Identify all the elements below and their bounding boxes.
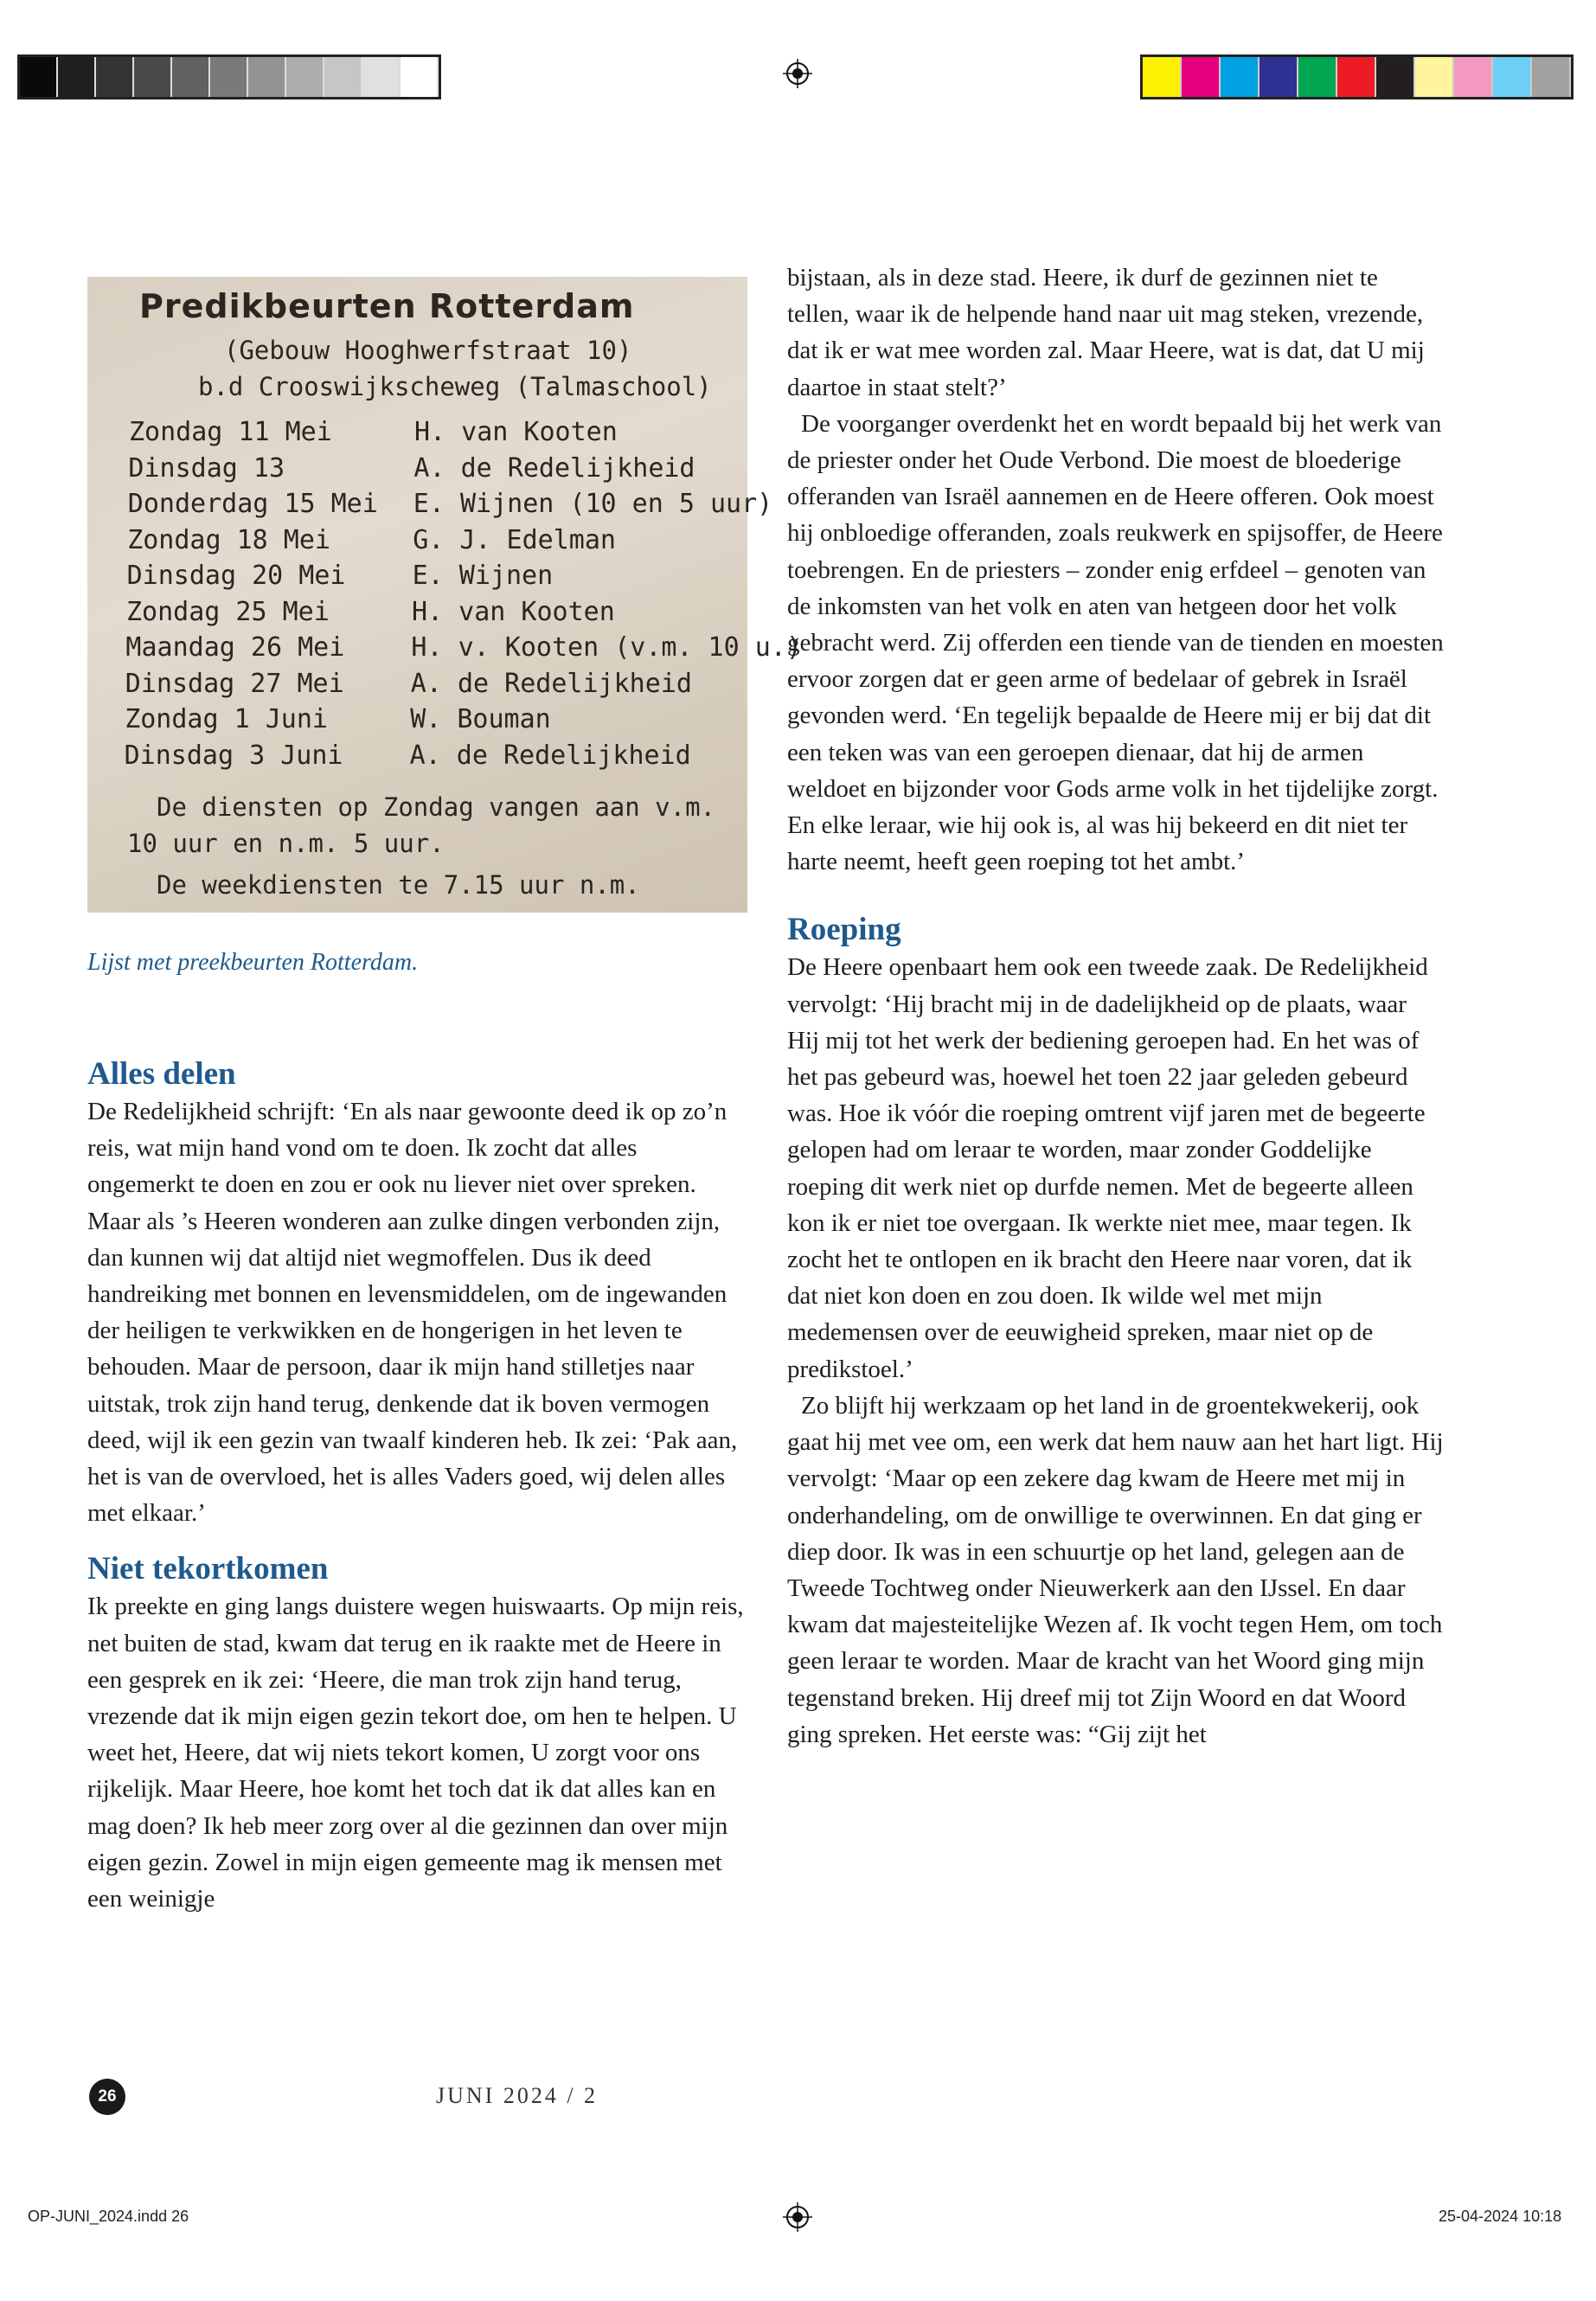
- schedule-preacher: H. van Kooten: [414, 417, 618, 447]
- photo-caption: Lijst met preekbeurten Rotterdam.: [87, 949, 419, 976]
- schedule-row: [127, 525, 733, 561]
- schedule-preacher: A. de Redelijkheid: [409, 740, 691, 771]
- schedule-row: [125, 632, 802, 668]
- process-color-bar: [1140, 54, 1574, 99]
- schedule-preacher: A. de Redelijkheid: [410, 668, 692, 699]
- color-swatch: [1454, 57, 1493, 97]
- color-swatch: [1259, 57, 1298, 97]
- heading-niet-tekortkomen: Niet tekortkomen: [87, 1551, 329, 1587]
- schedule-date: Zondag 11 Mei: [129, 417, 332, 447]
- schedule-date: Dinsdag 27 Mei: [125, 668, 344, 699]
- page-number-badge: 26: [89, 2079, 125, 2115]
- color-swatch: [1298, 57, 1337, 97]
- schedule-preacher: W. Bouman: [410, 704, 551, 734]
- color-swatch: [1221, 57, 1259, 97]
- clipping-note-sunday: De diensten op Zondag vangen aan v.m.: [157, 792, 716, 822]
- color-swatch: [20, 57, 58, 97]
- color-swatch: [1143, 57, 1182, 97]
- color-swatch: [1493, 57, 1532, 97]
- grayscale-color-bar: [17, 54, 441, 99]
- color-swatch: [134, 57, 172, 97]
- schedule-row: [129, 417, 734, 452]
- heading-alles-delen: Alles delen: [87, 1056, 236, 1092]
- color-swatch: [1182, 57, 1221, 97]
- paragraph-continued: bijstaan, als in deze stad. Heere, ik durf de gezinnen niet te tellen, waar ik de helpende hand naar uit mag steken, vrezende, dat ik er wat mee worden zal. Maar Heere, wat is dat, dat U mij daartoe in staat stelt?’: [787, 264, 1425, 401]
- paragraph-priester: De voorganger overdenkt het en wordt bepaald bij het werk van de priester onder het Oude Verbond. Die moest de bloederige offeranden van Israël aannemen en de Heere offeren. Ook moest hij onbloedige offeranden, zoals reukwerk en spijsoffer, de Heere toebrengen. En de priesters – zonder enig erfdeel – genoten van de inkomsten van het volk en aten van hetgeen door het volk gebracht werd. Zij offerden een tiende van de tienden en moesten ervoor zorgen dat er geen arme of bedelaar of gebrek in Israël gevonden werd. ‘En tegelijk bepaalde de Heere mij er bij dat dit een teken was van een geroepen dienaar, dat hij de armen weldoet en bijzonder voor Gods arme volk in het tijdelijke zorgt. En elke leraar, wie hij ook is, al was hij bekeerd en dit niet ter harte neemt, heeft geen roeping tot het ambt.’: [787, 409, 1444, 876]
- registration-mark-icon: [783, 59, 812, 88]
- paragraph-groentekwekerij: Zo blijft hij werkzaam op het land in de groentekwekerij, ook gaat hij met vee om, een werk dat hem nauw aan het hart ligt. Hij vervolgt: ‘Maar op een zekere dag kwam de Heere met mij in onderhandeling, om de onwillige te overwinnen. En dat ging er diep door. Ik was in een schuurtje op het land, gelegen aan de Tweede Tochtweg onder Nieuwerkerk aan den IJssel. En daar kwam dat majesteitelijke Wezen af. Ik vocht tegen Hem, om toch geen leraar te worden. Maar de kracht van het Woord ging mijn tegenstand breken. Hij dreef mij tot Zijn Woord en dat Woord ging spreken. Het eerste was: “Gij zijt het: [787, 1391, 1444, 1748]
- heading-roeping: Roeping: [787, 912, 901, 948]
- schedule-row: [126, 597, 732, 632]
- schedule-date: Dinsdag 20 Mei: [126, 561, 346, 591]
- issue-label: JUNI 2024 / 2: [436, 2083, 599, 2108]
- schedule-row: [128, 453, 734, 489]
- preekbeurten-clipping-photo: [87, 277, 802, 913]
- schedule-preacher: H. v. Kooten (v.m. 10 u.): [411, 632, 802, 663]
- clipping-title: Predikbeurten Rotterdam: [139, 287, 635, 325]
- clipping-subtitle-address: (Gebouw Hooghwerfstraat 10): [224, 336, 632, 365]
- color-swatch: [210, 57, 248, 97]
- schedule-row: [127, 489, 773, 524]
- schedule-date: Zondag 25 Mei: [126, 596, 330, 627]
- color-swatch: [1337, 57, 1376, 97]
- schedule-row: [125, 669, 731, 704]
- schedule-preacher: E. Wijnen (10 en 5 uur): [413, 489, 773, 519]
- color-swatch: [1532, 57, 1571, 97]
- clipping-note-times: 10 uur en n.m. 5 uur.: [127, 829, 445, 858]
- clipping-note-weekdays: De weekdiensten te 7.15 uur n.m.: [157, 870, 640, 900]
- color-swatch: [248, 57, 286, 97]
- color-swatch: [401, 57, 439, 97]
- schedule-date: Dinsdag 3 Juni: [124, 740, 343, 771]
- color-swatch: [58, 57, 96, 97]
- schedule-row: [125, 740, 730, 776]
- paragraph-roeping: De Heere openbaart hem ook een tweede zaak. De Redelijkheid vervolgt: ‘Hij bracht mij in de dadelijkheid op de plaats, waar Hij mij tot het werk der bediening geroepen had. En het was of het pas gebeurd was, hoewel het toen 22 jaar geleden gebeurd was. Hoe ik vóór die roeping omtrent vijf jaren met de begeerte gelopen had om leraar te worden, maar zonder Goddelijke roeping dit werk niet op durfde nemen. Met de begeerte alleen kon ik er niet toe overgaan. Ik werkte niet mee, maar tegen. Ik zocht het te ontlopen en ik bracht den Heere naar voren, dat ik dat niet kon doen en zou doen. Ik wilde wel met mijn medemensen over de eeuwigheid spreken, maar niet op de predikstoel.’: [787, 953, 1428, 1383]
- color-swatch: [172, 57, 210, 97]
- paragraph-niet-tekortkomen: Ik preekte en ging langs duistere wegen huiswaarts. Op mijn reis, net buiten de stad, kwam dat terug en ik raakte met de Heere in een gesprek en ik zei: ‘Heere, die man trok zijn hand terug, vrezende dat ik mijn eigen gezin tekort doe, om hen te helpen. U weet het, Heere, dat wij niets tekort komen, U zorgt voor ons rijkelijk. Maar Heere, hoe komt het toch dat ik dat alles kan en mag doen? Ik heb meer zorg over al die gezinnen dan over mijn eigen gezin. Zowel in mijn eigen gemeente mag ik mensen met een weinigje: [87, 1593, 744, 1913]
- paragraph-alles-delen: De Redelijkheid schrijft: ‘En als naar gewoonte deed ik op zo’n reis, wat mijn hand vond om te doen. Ik zocht dat alles ongemerkt te doen en zou er ook nu liever niet over spreken. Maar als ’s Heeren wonderen aan zulke dingen verbonden zijn, dan kunnen wij dat altijd niet wegmoffelen. Dus ik deed handreiking met bonnen en levensmiddelen, om de ingewanden der heiligen te verkwikken en de hongerigen in het leven te behouden. Maar de persoon, daar ik mijn hand stilletjes naar uitstak, trok zijn hand terug, denkende dat ik boven vermogen deed, wijl ik een gezin van twaalf kinderen heb. Ik zei: ‘Pak aan, het is van de overvloed, het is alles Vaders goed, wij delen alles met elkaar.’: [87, 1098, 738, 1528]
- schedule-date: Maandag 26 Mei: [125, 632, 345, 663]
- left-text-column: [87, 1055, 745, 1917]
- schedule-preacher: A. de Redelijkheid: [413, 452, 695, 484]
- right-text-column: [787, 260, 1445, 1753]
- schedule-preacher: H. van Kooten: [412, 596, 615, 627]
- schedule-row: [127, 561, 733, 596]
- color-swatch: [1415, 57, 1454, 97]
- slug-timestamp: 25-04-2024 10:18: [1439, 2208, 1562, 2225]
- schedule-date: Dinsdag 13: [128, 452, 285, 484]
- schedule-preacher: G. J. Edelman: [413, 524, 616, 555]
- slug-filename: OP-JUNI_2024.indd 26: [28, 2208, 189, 2225]
- registration-mark-bottom-icon: [783, 2202, 812, 2232]
- color-swatch: [1376, 57, 1415, 97]
- schedule-date: Donderdag 15 Mei: [127, 489, 378, 519]
- color-swatch: [362, 57, 401, 97]
- schedule-date: Zondag 18 Mei: [127, 524, 330, 555]
- color-swatch: [324, 57, 362, 97]
- schedule-row: [125, 704, 730, 740]
- color-swatch: [286, 57, 324, 97]
- color-swatch: [96, 57, 134, 97]
- clipping-subtitle-location: b.d Crooswijkscheweg (Talmaschool): [198, 372, 712, 401]
- schedule-preacher: E. Wijnen: [412, 561, 554, 591]
- schedule-date: Zondag 1 Juni: [125, 704, 328, 734]
